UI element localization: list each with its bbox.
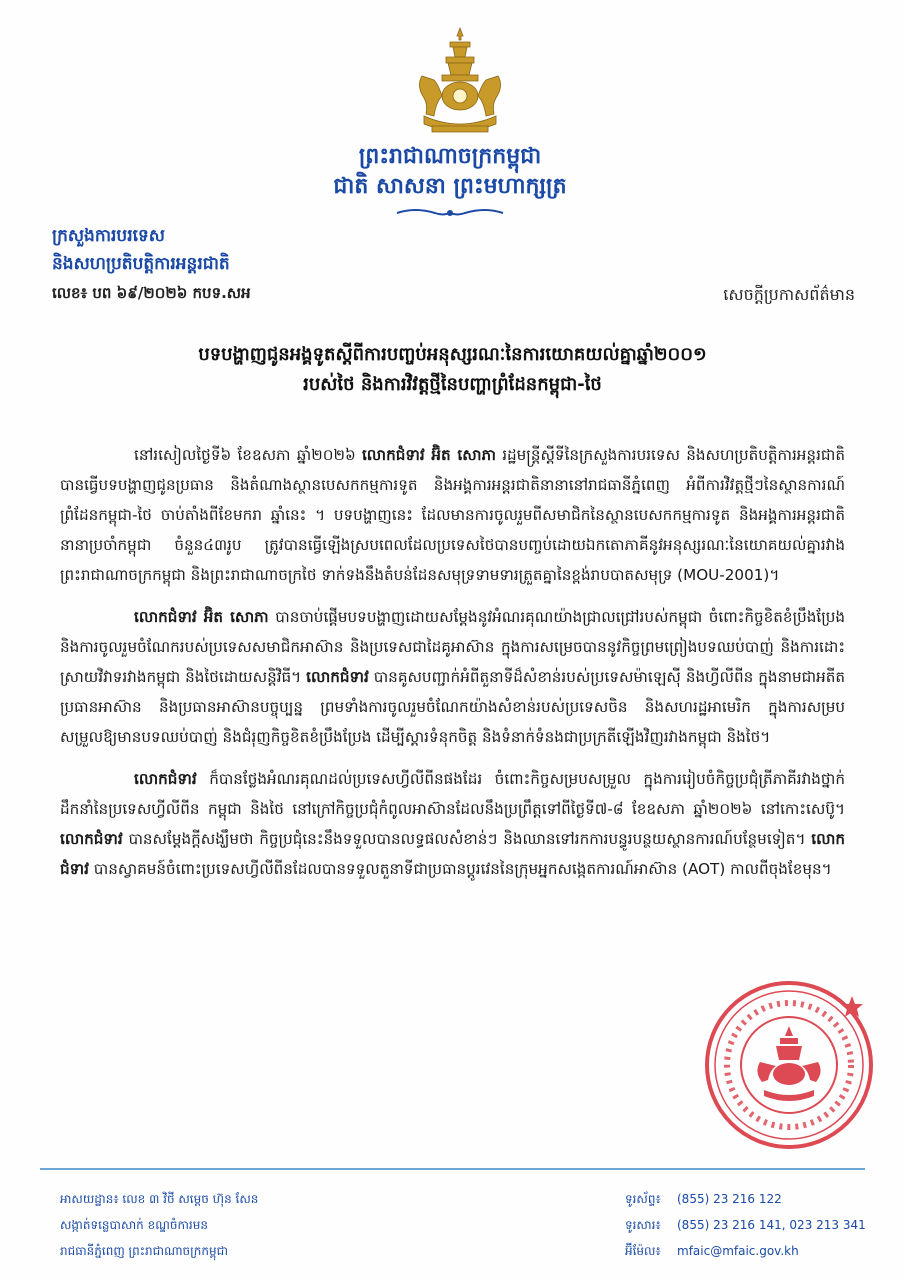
document-title	[60, 340, 845, 400]
email-label: អ៊ីម៉ែល៖	[625, 1244, 661, 1258]
address-line: រាជធានីភ្នំពេញ ព្រះរាជាណាចក្រកម្ពុជា	[60, 1244, 228, 1258]
national-motto: ជាតិ សាសនា ព្រះមហាក្សត្រ	[333, 174, 567, 199]
email-row	[625, 1238, 866, 1264]
paragraph-2: លោកជំទាវ អ៊ិត សោភា បានចាប់ផ្តើមបទបង្ហាញដោយសម្តែងនូវអំណរគុណយ៉ាងជ្រាលជ្រៅរបស់កម្ពុជា ចំពោះកិច្ចខិតខំប្រឹងប្រែង និងការចូលរួមចំណែករបស់ប្រទេសសមាជិកអាស៊ាន និងប្រទេសជាដៃគូអាស៊ាន ក្នុងការសម្រេចបាននូវកិច្ចព្រមព្រៀងបទឈប់បាញ់ និងការដោះស្រាយវិវាទរវាងកម្ពុជា និងថៃដោយសន្តិវិធី។ លោកជំទាវ បានគូសបញ្ជាក់អំពីតួនាទីដ៏សំខាន់របស់ប្រទេសម៉ាឡេស៊ី និងហ្វីលីពីន ក្នុងនាមជាអតីតប្រធានអាស៊ាន និងប្រធានអាស៊ានបច្ចុប្បន្ន ព្រមទាំងការចូលរួមចំណែកយ៉ាងសំខាន់របស់ប្រទេសចិន និងសហរដ្ឋអាមេរិក ក្នុងការសម្របសម្រួលឱ្យមានបទឈប់បាញ់ និងជំរុញកិច្ចខិតខំប្រឹងប្រែង ដើម្បីស្តារទំនុកចិត្ត និងទំនាក់ទំនងជាប្រក្រតីឡើងវិញរវាងកម្ពុជា និងថៃ។	[60, 608, 845, 746]
kingdom-heading	[250, 142, 650, 202]
ministry-name-line1: ក្រសួងការបរទេស	[52, 226, 165, 246]
fax-number: (855) 23 216 141, 023 213 341	[677, 1218, 866, 1232]
email-address: mfaic@mfaic.gov.kh	[677, 1244, 799, 1258]
footer-address	[60, 1186, 258, 1264]
ministry-name-line2: និងសហប្រតិបត្តិការអន្តរជាតិ	[52, 254, 230, 274]
fax-label: ទូរសារ៖	[625, 1218, 661, 1232]
official-seal-icon	[702, 978, 877, 1153]
official-name: លោកជំទាវ អ៊ិត សោភា	[361, 446, 496, 464]
phone-label: ទូរស័ព្ទ៖	[625, 1192, 661, 1206]
document-body	[60, 440, 845, 884]
ornament-divider-icon	[395, 206, 505, 220]
official-title: លោកជំទាវ	[134, 770, 197, 788]
document-type: សេចក្តីប្រកាសព័ត៌មាន	[723, 285, 855, 304]
ministry-heading	[52, 222, 230, 278]
official-title: លោកជំទាវ	[60, 830, 123, 848]
title-line1: បទបង្ហាញជូនអង្គទូតស្តីពីការបញ្ចប់អនុស្សរណៈនៃការយោគយល់គ្នាឆ្នាំ២០០១	[198, 344, 707, 365]
address-line: អាសយដ្ឋាន៖ លេខ ៣ វិថី សម្តេច ហ៊ុន សែន	[60, 1192, 259, 1206]
royal-emblem-icon	[410, 26, 510, 138]
phone-row	[625, 1186, 866, 1212]
official-title: លោកជំទាវ	[306, 668, 369, 686]
fax-row	[625, 1212, 866, 1238]
official-name: លោកជំទាវ អ៊ិត សោភា	[134, 608, 269, 626]
title-line2: របស់ថៃ និងការវិវត្តថ្មីនៃបញ្ហាព្រំដែនកម្ពុជា-ថៃ	[303, 374, 602, 395]
paragraph-1: នៅរសៀលថ្ងៃទី៦ ខែឧសភា ឆ្នាំ២០២៦ លោកជំទាវ អ៊ិត សោភា រដ្ឋមន្ត្រីស្តីទីនៃក្រសួងការបរទេស និងសហប្រតិបត្តិការអន្តរជាតិ បានធ្វើបទបង្ហាញជូនប្រធាន និងតំណាងស្ថានបេសកកម្មការទូត និងអង្គការអន្តរជាតិនានានៅរាជធានីភ្នំពេញ អំពីការវិវត្តថ្មីៗនៃស្ថានការណ៍ព្រំដែនកម្ពុជា-ថៃ ចាប់តាំងពីខែមករា ឆ្នាំនេះ ។ បទបង្ហាញនេះ ដែលមានការចូលរួមពីសមាជិកនៃស្ថានបេសកកម្មការទូត និងអង្គការអន្តរជាតិនានាប្រចាំកម្ពុជា ចំនួន៤៣រូប ត្រូវបានធ្វើឡើងស្របពេលដែលប្រទេសថៃបានបញ្ចប់ដោយឯកតោភាគីនូវអនុស្សរណៈនៃយោគយល់គ្នារវាងព្រះរាជាណាចក្រកម្ពុជា និងព្រះរាជាណាចក្រថៃ ទាក់ទងនឹងតំបន់ដែនសមុទ្រទាមទារត្រួតគ្នានៃខ្ពង់រាបបាតសមុទ្រ (MOU-2001)។	[60, 446, 845, 584]
address-line: សង្កាត់ទន្លេបាសាក់ ខណ្ឌចំការមន	[60, 1218, 208, 1232]
footer-divider	[40, 1168, 865, 1170]
phone-number: (855) 23 216 122	[677, 1192, 782, 1206]
official-title: លោកជំទាវ	[60, 830, 845, 878]
footer-contacts	[625, 1186, 866, 1264]
kingdom-name: ព្រះរាជាណាចក្រកម្ពុជា	[358, 144, 542, 169]
paragraph-3: លោកជំទាវ ក៏បានថ្លែងអំណរគុណដល់ប្រទេសហ្វីលីពីនផងដែរ ចំពោះកិច្ចសម្របសម្រួល ក្នុងការរៀបចំកិច្ចប្រជុំត្រីភាគីរវាងថ្នាក់ដឹកនាំនៃប្រទេសហ្វីលីពីន កម្ពុជា និងថៃ នៅក្រៅកិច្ចប្រជុំកំពូលអាស៊ានដែលនឹងប្រព្រឹត្តទៅពីថ្ងៃទី៧-៨ ខែឧសភា ឆ្នាំ២០២៦ នៅកោះសេប៊ូ។ លោកជំទាវ បានសម្តែងក្តីសង្ឃឹមថា កិច្ចប្រជុំនេះនឹងទទួលបានលទ្ធផលសំខាន់ៗ និងឈានទៅរកការបន្ធូរបន្ថយស្ថានការណ៍បន្ថែមទៀត។ លោកជំទាវ បានស្វាគមន៍ចំពោះប្រទេសហ្វីលីពីនដែលបានទទួលតួនាទីជាប្រធានប្តូរវេននៃក្រុមអ្នកសង្កេតការណ៍អាស៊ាន (AOT) កាលពីចុងខែមុន។	[60, 770, 845, 878]
reference-number: លេខ៖ បព ៦៩/២០២៦ កបទ.សអ	[52, 284, 251, 302]
